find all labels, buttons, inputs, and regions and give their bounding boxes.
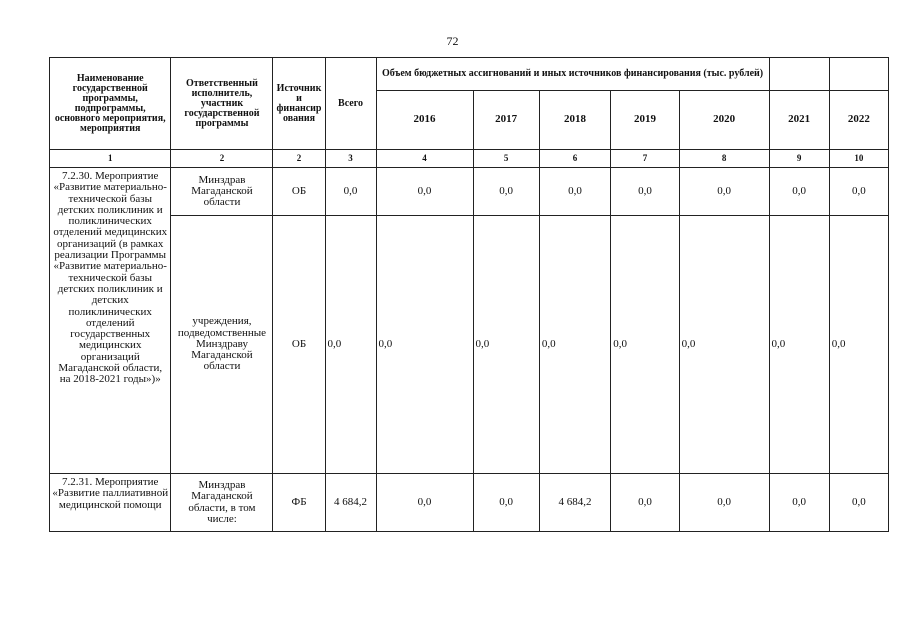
header-year-2020: 2020: [679, 91, 769, 150]
col-number: 7: [611, 150, 679, 168]
value-2021: 0,0: [769, 474, 829, 532]
value-2019: 0,0: [611, 474, 679, 532]
value-2016: 0,0: [376, 168, 473, 216]
total-value: 4 684,2: [325, 474, 376, 532]
col-number: 2: [273, 150, 325, 168]
col-number: 6: [539, 150, 610, 168]
col-number: 8: [679, 150, 769, 168]
col-number: 9: [769, 150, 829, 168]
activity-name: 7.2.30. Мероприятие «Развитие материально-технической базы детских поликлиник и поликлинических отделений медицинских организаций (в рамках реализации Программы «Развитие материально-технической базы детских поликлиник и детских поликлинических отделений государственных медицинских организаций Магаданской области, на 2018-2021 годы»)»: [50, 168, 171, 474]
value-2022: 0,0: [829, 168, 888, 216]
header-year-2016: 2016: [376, 91, 473, 150]
header-empty-2021: [769, 58, 829, 91]
funding-source: ФБ: [273, 474, 325, 532]
value-2022: 0,0: [829, 474, 888, 532]
header-year-2018: 2018: [539, 91, 610, 150]
header-volume: Объем бюджетных ассигнований и иных источников финансирования (тыс. рублей): [376, 58, 769, 91]
value-2019: 0,0: [611, 216, 679, 474]
funding-source: ОБ: [273, 216, 325, 474]
executor: Минздрав Магаданской области, в том числе:: [171, 474, 273, 532]
value-2020: 0,0: [679, 168, 769, 216]
header-year-2017: 2017: [473, 91, 539, 150]
activity-name: 7.2.31. Мероприятие «Развитие паллиативной медицинской помощи: [50, 474, 171, 532]
value-2016: 0,0: [376, 474, 473, 532]
header-executor: Ответственный исполнитель, участник государственной программы: [171, 58, 273, 150]
header-total: Всего: [325, 58, 376, 150]
value-2022: 0,0: [829, 216, 888, 474]
table-row: [50, 474, 889, 532]
value-2017: 0,0: [473, 168, 539, 216]
header-year-2021: 2021: [769, 91, 829, 150]
table-row: [50, 168, 889, 216]
value-2020: 0,0: [679, 474, 769, 532]
col-number: 3: [325, 150, 376, 168]
executor: Минздрав Магаданской области: [171, 168, 273, 216]
value-2019: 0,0: [611, 168, 679, 216]
header-year-2022: 2022: [829, 91, 888, 150]
value-2017: 0,0: [473, 474, 539, 532]
header-empty-2022: [829, 58, 888, 91]
value-2017: 0,0: [473, 216, 539, 474]
header-year-2019: 2019: [611, 91, 679, 150]
page-number: 72: [446, 34, 459, 48]
col-number: 4: [376, 150, 473, 168]
executor: учреждения, подведомственные Минздраву Магаданской области: [171, 216, 273, 474]
value-2018: 0,0: [539, 168, 610, 216]
funding-source: ОБ: [273, 168, 325, 216]
header-name: Наименование государственной программы, подпрограммы, основного мероприятия, мероприятия: [50, 58, 171, 150]
value-2016: 0,0: [376, 216, 473, 474]
budget-table: [49, 57, 889, 532]
value-2020: 0,0: [679, 216, 769, 474]
header-source: Источник и финансир ования: [273, 58, 325, 150]
total-value: 0,0: [325, 168, 376, 216]
col-number: 5: [473, 150, 539, 168]
value-2018: 0,0: [539, 216, 610, 474]
value-2021: 0,0: [769, 168, 829, 216]
value-2018: 4 684,2: [539, 474, 610, 532]
col-number: 10: [829, 150, 888, 168]
table-row: [50, 216, 889, 474]
value-2021: 0,0: [769, 216, 829, 474]
col-number: 2: [171, 150, 273, 168]
total-value: 0,0: [325, 216, 376, 474]
col-number: 1: [50, 150, 171, 168]
